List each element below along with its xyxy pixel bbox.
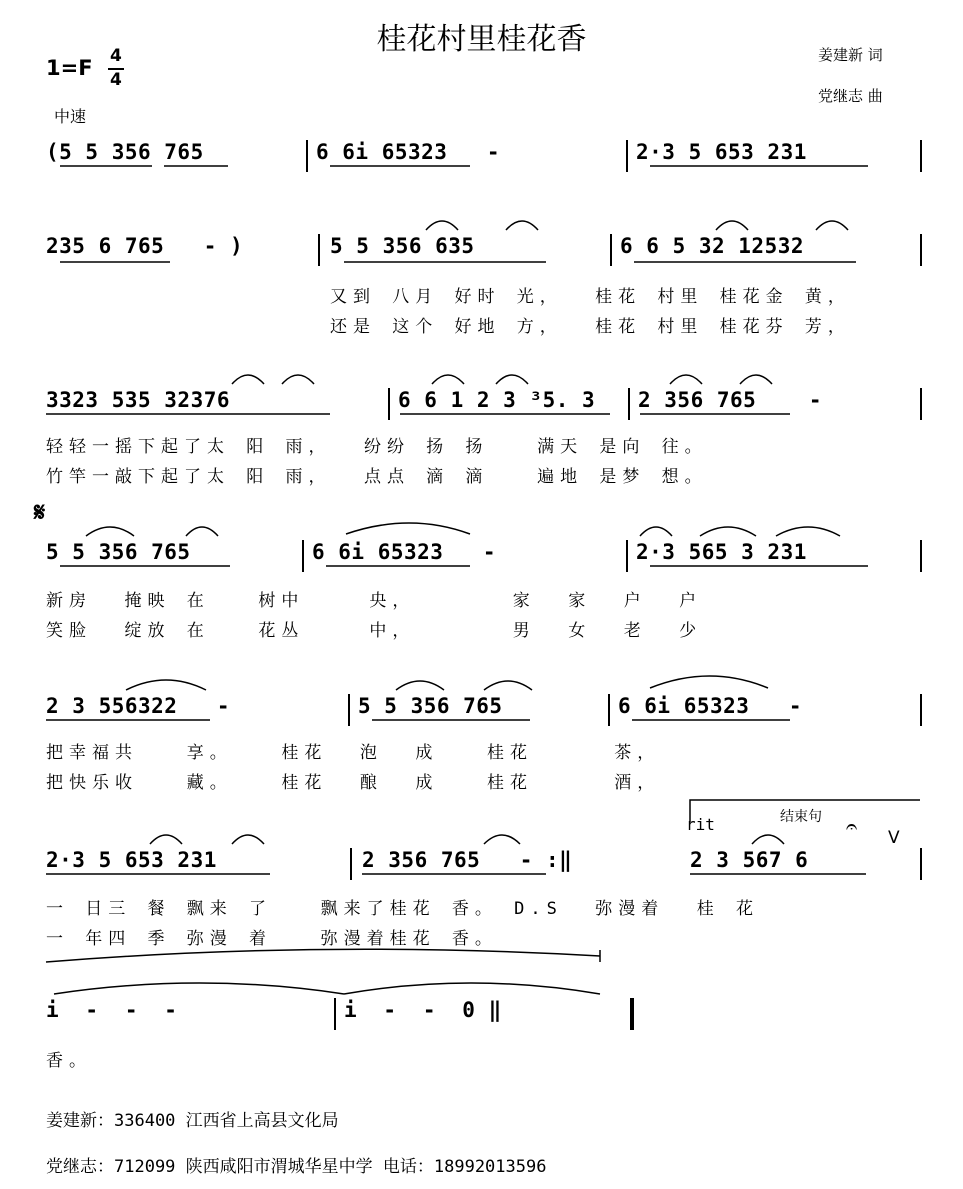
slur — [186, 527, 218, 536]
measure: (5 5 356 765 — [46, 140, 204, 164]
lyrics-verse-1: 又到 八月 好时 光， 桂花 村里 桂花金 黄， — [330, 287, 851, 307]
slur — [484, 835, 520, 844]
time-signature-bottom: 4 — [110, 70, 122, 90]
slur — [496, 375, 528, 384]
composer-credit: 党继志 曲 — [818, 87, 883, 105]
measure: 3323 535 32376 — [46, 388, 231, 412]
page-title: 桂花村里桂花香 — [376, 22, 587, 57]
slur — [232, 835, 264, 844]
lyrics-verse-1: 把幸福共 享。 桂花 泡 成 桂花 茶， — [46, 743, 661, 763]
slur — [670, 375, 702, 384]
measure: 6 6i 65323 - — [316, 140, 501, 164]
ending-measure: 2 3 567 6 — [690, 848, 809, 872]
slur — [506, 221, 538, 230]
slur — [346, 523, 470, 534]
measure: 5 5 356 765 — [358, 694, 503, 718]
lyrics-verse-2: 笑脸 绽放 在 花丛 中， 男 女 老 少 — [46, 621, 703, 641]
measure: 2 356 765 - — [638, 388, 823, 412]
footer-address-lyricist: 姜建新：336400 江西省上高县文化局 — [46, 1111, 339, 1131]
time-signature-top: 4 — [110, 46, 122, 66]
lyrics-verse-1: 新房 掩映 在 树中 央， 家 家 户 户 — [46, 591, 703, 611]
measure: 6 6 5 32 12532 — [620, 234, 805, 258]
lyrics-verse-1: 一 日三 餐 飘来 了 飘来了桂花 香。 D.S 弥漫着 桂 花 — [46, 899, 759, 919]
measure: 2·3 5 653 231 — [46, 848, 217, 872]
slur — [700, 527, 756, 536]
key-signature: 1=F — [46, 56, 93, 80]
slur — [640, 527, 672, 536]
rit-marking: rit — [686, 815, 715, 834]
lyrics-final: 香。 — [46, 1051, 92, 1071]
measure: 2 3 556322 - — [46, 694, 231, 718]
slur — [432, 375, 464, 384]
measure: 235 6 765 - ) — [46, 234, 244, 258]
slur — [86, 527, 134, 536]
measure: 6 6i 65323 - — [618, 694, 803, 718]
lyrics-verse-2: 还是 这个 好地 方， 桂花 村里 桂花芬 芳， — [330, 317, 851, 337]
ending-bracket — [690, 800, 920, 822]
fermata-icon: 𝄐 — [846, 814, 858, 838]
footer-address-composer: 党继志：712099 陕西咸阳市渭城华星中学 电话：18992013596 — [46, 1157, 547, 1177]
slur — [282, 375, 314, 384]
measure: i - - - — [46, 998, 178, 1022]
slur — [396, 681, 444, 690]
measure: 2·3 565 3 231 — [636, 540, 807, 564]
tie-slur — [54, 983, 344, 994]
slur — [752, 835, 784, 844]
slur — [232, 375, 264, 384]
tie-slur — [344, 983, 600, 994]
segno-sign: 𝄋 — [34, 498, 46, 528]
ending-label: 结束句 — [780, 809, 822, 825]
slur — [650, 676, 768, 688]
slur — [740, 375, 772, 384]
slur — [816, 221, 848, 230]
measure: i - - 0 ‖ — [344, 998, 502, 1022]
measure: 6 6 1 2 3 ³5. 3 — [398, 388, 596, 412]
lyrics-verse-2: 一 年四 季 弥漫 着 弥漫着桂花 香。 — [46, 929, 498, 949]
measure: 6 6i 65323 - — [312, 540, 497, 564]
slur — [426, 221, 458, 230]
measure: 5 5 356 765 — [46, 540, 191, 564]
lyrics-verse-2: 竹竿一敲下起了太 阳 雨， 点点 滴 滴 遍地 是梦 想。 — [46, 467, 708, 487]
measure: 2 356 765 - :‖ — [362, 848, 573, 872]
measure: 5 5 356 635 — [330, 234, 475, 258]
lyricist-credit: 姜建新 词 — [818, 46, 883, 64]
lyrics-verse-2: 把快乐收 藏。 桂花 酿 成 桂花 酒， — [46, 773, 661, 793]
slur — [776, 527, 840, 536]
lyrics-verse-1: 轻轻一摇下起了太 阳 雨， 纷纷 扬 扬 满天 是向 往。 — [46, 437, 708, 457]
slur — [150, 835, 182, 844]
phrase-line — [46, 949, 600, 962]
measure: 2·3 5 653 231 — [636, 140, 807, 164]
slur — [716, 221, 748, 230]
breath-mark: V — [888, 828, 900, 848]
slur — [126, 680, 206, 690]
tempo-marking: 中速 — [54, 107, 87, 126]
slur — [484, 681, 532, 690]
